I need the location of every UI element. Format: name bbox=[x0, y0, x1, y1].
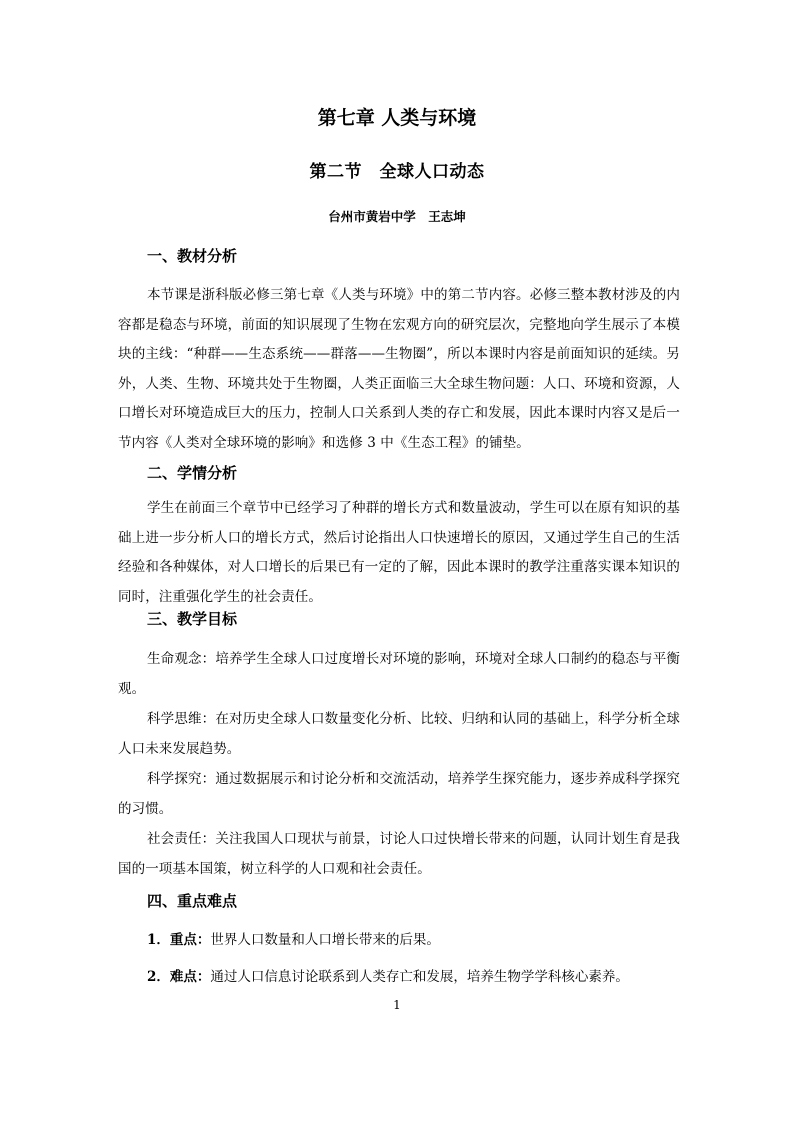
paragraph-student-analysis: 学生在前面三个章节中已经学习了种群的增长方式和数量波动，学生可以在原有知识的基础上进一步分析人口的增长方式，然后讨论指出人口快速增长的原因，又通过学生自己的生活经验和各种媒体，对人口增长的后果已有一定的了解，因此本课时的教学注重落实课本知识的同时，注重强化学生的社会责任。 bbox=[118, 500, 680, 605]
section-title: 第二节 全球人口动态 bbox=[309, 162, 485, 182]
difficult-point-item bbox=[118, 966, 680, 988]
heading-textbook-analysis: 一、教材分析 bbox=[147, 247, 238, 265]
goal-social-responsibility: 社会责任：关注我国人口现状与前景，讨论人口过快增长带来的问题，认同计划生育是我国的一项基本国策，树立科学的人口观和社会责任。 bbox=[118, 831, 680, 877]
page-number: 1 bbox=[393, 998, 401, 1012]
key-point-label: 1．重点： bbox=[147, 932, 211, 948]
heading-teaching-goals: 三、教学目标 bbox=[147, 610, 238, 628]
goal-life-concept: 生命观念：培养学生全球人口过度增长对环境的影响，环境对全球人口制约的稳态与平衡观。 bbox=[118, 651, 680, 697]
key-point-item bbox=[118, 929, 680, 951]
author-line: 台州市黄岩中学 王志坤 bbox=[328, 209, 466, 224]
paragraph-textbook-analysis: 本节课是浙科版必修三第七章《人类与环境》中的第二节内容。必修三整本教材涉及的内容都是稳态与环境，前面的知识展现了生物在宏观方向的研究层次，完整地向学生展示了本模块的主线：“种群——生态系统——群落——生物圈”，所以本课时内容是前面知识的延续。另外，人类、生物、环境共处于生物圈，人类正面临三大全球生物问题：人口、环境和资源，人口增长对环境造成巨大的压力，控制人口关系到人类的存亡和发展，因此本课时内容又是后一节内容《人类对全球环境的影响》和选修 3 中《生态工程》的铺垫。 bbox=[118, 287, 680, 451]
difficult-point-label: 2．难点： bbox=[147, 969, 211, 985]
goal-scientific-thinking: 科学思维：在对历史全球人口数量变化分析、比较、归纳和认同的基础上，科学分析全球人口未来发展趋势。 bbox=[118, 711, 680, 757]
key-point-text: 世界人口数量和人口增长带来的后果。 bbox=[210, 932, 440, 948]
heading-student-analysis: 二、学情分析 bbox=[147, 464, 238, 482]
heading-key-points: 四、重点难点 bbox=[147, 892, 238, 910]
chapter-title: 第七章 人类与环境 bbox=[317, 107, 477, 129]
difficult-point-text: 通过人口信息讨论联系到人类存亡和发展，培养生物学学科核心素养。 bbox=[210, 969, 629, 985]
goal-scientific-inquiry: 科学探究：通过数据展示和讨论分析和交流活动，培养学生探究能力，逐步养成科学探究的习惯。 bbox=[118, 771, 680, 817]
